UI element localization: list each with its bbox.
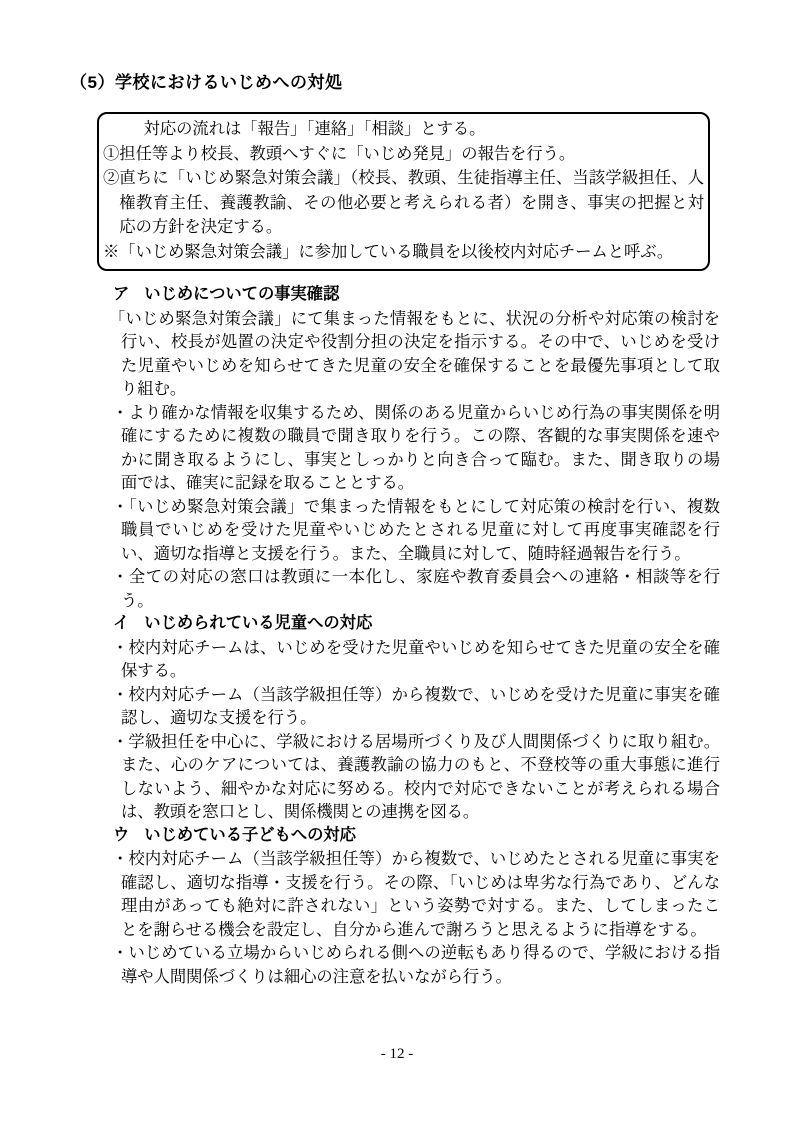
bullet-item: ・「いじめ緊急対策会議」で集まった情報をもとにして対応策の検討を行い、複数職員でいじめを受けた児童やいじめたとされる児童に対して再度事実確認を行い、適切な指導と支援を行う。また、全職員に対して、随時経過報告を行う。 — [112, 496, 720, 563]
section-label: イ — [113, 614, 130, 632]
bullet-item: ・いじめている立場からいじめられる側への逆転もあり得るので、学級における指導や人間関係づくりは細心の注意を払いながら行う。 — [112, 943, 720, 986]
notice-box-note: ※「いじめ緊急対策会議」に参加している職員を以後校内対応チームと呼ぶ。 — [103, 241, 674, 261]
section-lead-paragraph: 「いじめ緊急対策会議」にて集まった情報をもとに、状況の分析や対応策の検討を行い、校長が処置の決定や役割分担の決定を指示する。その中で、いじめを受けた児童やいじめを知らせてきた児童の安全を確保することを最優先事項として取り組む。 — [109, 308, 720, 398]
bullet-item: ・校内対応チーム（当該学級担任等）から複数で、いじめたとされる児童に事実を確認し、適切な指導・支援を行う。その際、「いじめは卑劣な行為であり、どんな理由があっても絶対に許されない」という姿勢で対する。また、してしまったことを謝らせる機会を設定し、自分から進んで謝ろうと思えるように指導をする。 — [112, 849, 720, 939]
section-label: ウ — [113, 825, 130, 844]
section-heading-u — [113, 824, 720, 848]
section-label: ア — [113, 285, 130, 303]
notice-box-item-1: ①担任等より校長、教頭へすぐに「いじめ発見」の報告を行う。 — [103, 143, 576, 163]
section-heading-text: いじめている子どもへの対応 — [144, 825, 356, 844]
bullet-item: ・より確かな情報を収集するため、関係のある児童からいじめ行為の事実関係を明確にするために複数の職員で聞き取りを行う。この際、客観的な事実関係を速やかに聞き取るようにし、事実としっかりと向き合って臨む。また、聞き取りの場面では、確実に記録を取ることとする。 — [112, 402, 720, 492]
section-heading-a — [113, 283, 720, 307]
section-fact-confirmation — [109, 283, 720, 612]
section-heading-text: いじめについての事実確認 — [144, 285, 340, 303]
bullet-item: ・校内対応チーム（当該学級担任等）から複数で、いじめを受けた児童に事実を確認し、適切な支援を行う。 — [112, 684, 720, 727]
section-bullied-child-response — [112, 612, 720, 824]
bullet-item: ・校内対応チームは、いじめを受けた児童やいじめを知らせてきた児童の安全を確保する。 — [112, 637, 720, 680]
bullet-item: ・全ての対応の窓口は教頭に一本化し、家庭や教育委員会への連絡・相談等を行う。 — [112, 567, 720, 610]
notice-box-intro: 対応の流れは「報告」「連絡」「相談」とする。 — [111, 119, 486, 138]
section-bullying-child-response — [112, 824, 720, 989]
page-title: （5）学校におけるいじめへの対処 — [70, 73, 343, 92]
bullet-item: ・学級担任を中心に、学級における居場所づくり及び人間関係づくりに取り組む。また、心のケアについては、養護教諭の協力のもと、不登校等の重大事態に進行しないよう、細やかな対応に努める。校内で対応できないことが考えられる場合は、教頭を窓口とし、関係機関との連携を図る。 — [112, 731, 720, 821]
section-heading-text: いじめられている児童への対応 — [144, 614, 373, 632]
document-body — [109, 283, 720, 988]
response-flow-notice-box — [97, 112, 710, 271]
section-heading-i — [113, 612, 720, 636]
notice-box-item-2: ②直ちに「いじめ緊急対策会議」（校長、教頭、生徒指導主任、当該学級担任、人権教育主任、養護教諭、その他必要と考えられる者）を開き、事実の把握と対応の方針を決定する。 — [103, 168, 704, 237]
page-number: - 12 - — [380, 1046, 414, 1062]
